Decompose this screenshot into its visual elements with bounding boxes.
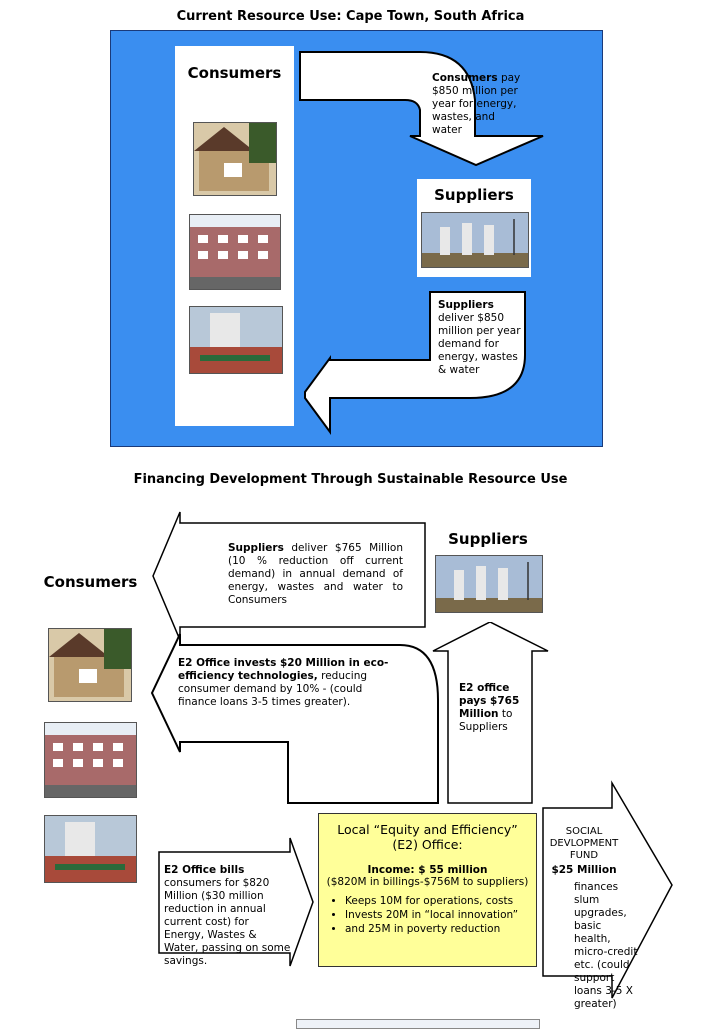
e2-pays-bold: E2 office pays $765 Million (459, 682, 520, 720)
deliver-765-rest: deliver $765 Million (10 % reduction off current demand) in annual demand of energy, wastes and water to Consumers (228, 542, 403, 606)
e2-invests-bold: E2 Office invests $20 Million in eco-efficiency technologies, (178, 657, 389, 682)
bottom-partial-box (296, 1019, 540, 1029)
e2-title-line2: (E2) Office: (392, 837, 463, 852)
diagram2-title: Financing Development Through Sustainable Resource Use (133, 472, 568, 487)
consumers-pay-text (432, 72, 522, 137)
suppliers-heading-2: Suppliers (448, 530, 528, 548)
suppliers-deliver-bold: Suppliers (438, 299, 494, 311)
e2-pays-text (459, 682, 525, 734)
e2-bills-text (164, 864, 292, 968)
e2-bullet-list (319, 894, 536, 936)
power-plant-photo-2 (435, 555, 543, 613)
deliver-765-bold: Suppliers (228, 542, 284, 554)
e2-bills-rest: consumers for $820 Million ($30 million reduction in annual current cost) for Energy, Wastes & Water, passing on some savings. (164, 877, 291, 967)
fund-desc: finances slum upgrades, basic health, micro-credit etc. (could support loans 3-5 X greater) (574, 881, 638, 1010)
e2-invests-text (178, 657, 398, 709)
e2-invests-rest: reducing consumer demand by 10% - (could finance loans 3-5 times greater). (178, 670, 368, 708)
consumers-pay-rest: pay $850 million per year for energy, wastes, and water (432, 72, 521, 136)
fund-amount: $25 Million (551, 864, 617, 876)
e2-office-box (318, 813, 537, 967)
apartment-photo (189, 214, 281, 290)
apartment-photo-2 (44, 722, 137, 798)
e2-bullet: • Invests 20M in “local innovation” (345, 908, 536, 922)
industrial-photo-2 (44, 815, 137, 883)
e2-bullet: • Keeps 10M for operations, costs (345, 894, 536, 908)
suppliers-deliver-rest: deliver $850 million per year demand for energy, wastes & water (438, 312, 521, 376)
power-plant-photo (421, 212, 529, 268)
consumers-heading-2: Consumers (43, 573, 138, 591)
e2-income: Income: $ 55 million (367, 864, 488, 876)
e2-bills-bold: E2 Office bills (164, 864, 245, 876)
deliver-765-text (228, 542, 403, 607)
fund-title: SOCIAL DEVLOPMENT FUND (549, 826, 619, 861)
e2-title-line1: Local “Equity and Efficiency” (337, 822, 518, 837)
e2-pays-rest: to Suppliers (459, 708, 513, 733)
e2-income-detail: ($820M in billings-$756M to suppliers) (326, 876, 529, 888)
industrial-photo (189, 306, 283, 374)
suppliers-heading: Suppliers (434, 186, 514, 204)
house-photo (193, 122, 277, 196)
diagram1-title: Current Resource Use: Cape Town, South Africa (176, 9, 525, 24)
consumers-pay-bold: Consumers (432, 72, 498, 84)
consumers-heading: Consumers (187, 64, 282, 82)
suppliers-deliver-text (438, 299, 522, 377)
e2-bullet: • and 25M in poverty reduction (345, 922, 536, 936)
house-photo-2 (48, 628, 132, 702)
